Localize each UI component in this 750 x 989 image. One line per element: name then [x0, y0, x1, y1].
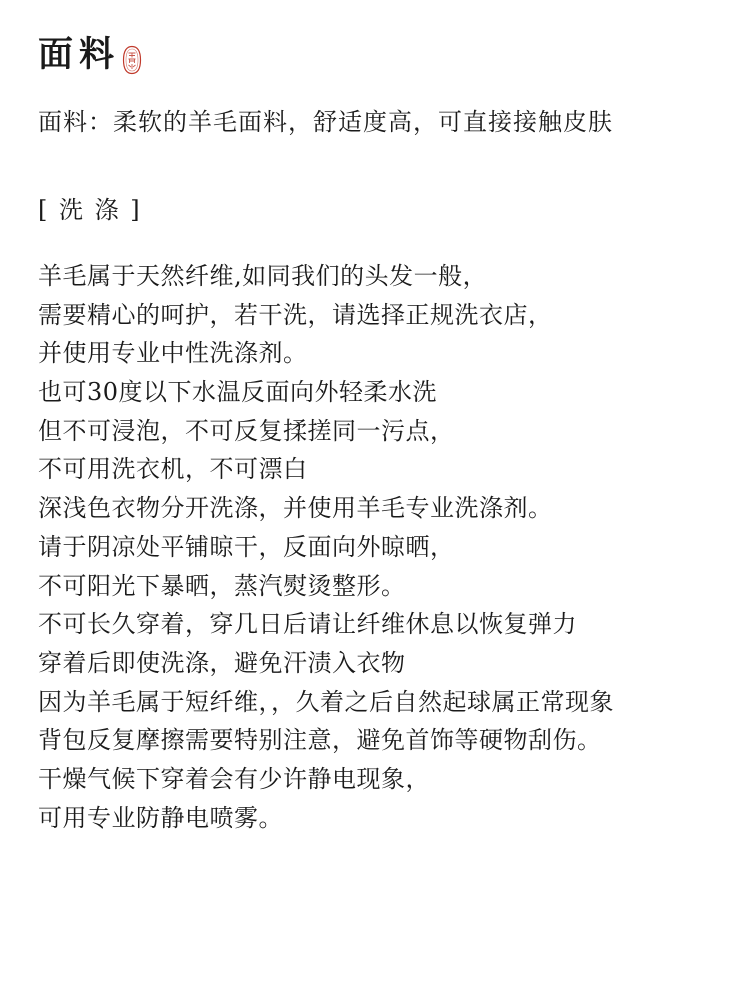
washing-section-heading: [ 洗 涤 ]: [38, 196, 142, 224]
seal-stamp-icon: [122, 45, 142, 75]
instruction-line: 但不可浸泡，不可反复揉搓同一污点，: [38, 416, 455, 445]
instruction-line: 不可长久穿着，穿几日后请让纤维休息以恢复弹力: [38, 610, 577, 639]
instruction-line: 深浅色衣物分开洗涤，并使用羊毛专业洗涤剂。: [38, 494, 553, 523]
instruction-line: 背包反复摩擦需要特别注意，避免首饰等硬物刮伤。: [38, 726, 602, 755]
instruction-line: 可用专业防静电喷雾。: [38, 803, 283, 832]
instruction-line: 也可30度以下水温反面向外轻柔水洗: [38, 378, 438, 407]
washing-instructions: [38, 257, 748, 837]
instruction-line: 并使用专业中性洗涤剂。: [38, 339, 308, 368]
instruction-line: 干燥气候下穿着会有少许静电现象，: [38, 764, 430, 793]
instruction-line: 不可用洗衣机，不可漂白: [38, 455, 308, 484]
instruction-line: 穿着后即使洗涤，避免汗渍入衣物: [38, 648, 406, 677]
instruction-line: 需要精心的呵护，若干洗，请选择正规洗衣店，: [38, 300, 553, 329]
fabric-description: 面料：柔软的羊毛面料，舒适度高，可直接接触皮肤: [38, 108, 613, 136]
instruction-line: 不可阳光下暴晒，蒸汽熨烫整形。: [38, 571, 406, 600]
title-row: [38, 30, 142, 80]
instruction-line: 羊毛属于天然纤维,如同我们的头发一般，: [38, 262, 488, 290]
instruction-line: 请于阴凉处平铺晾干，反面向外晾晒，: [38, 532, 455, 561]
instruction-line: 因为羊毛属于短纤维，，久着之后自然起球属正常现象: [38, 687, 614, 716]
page-title: 面料: [38, 34, 121, 75]
